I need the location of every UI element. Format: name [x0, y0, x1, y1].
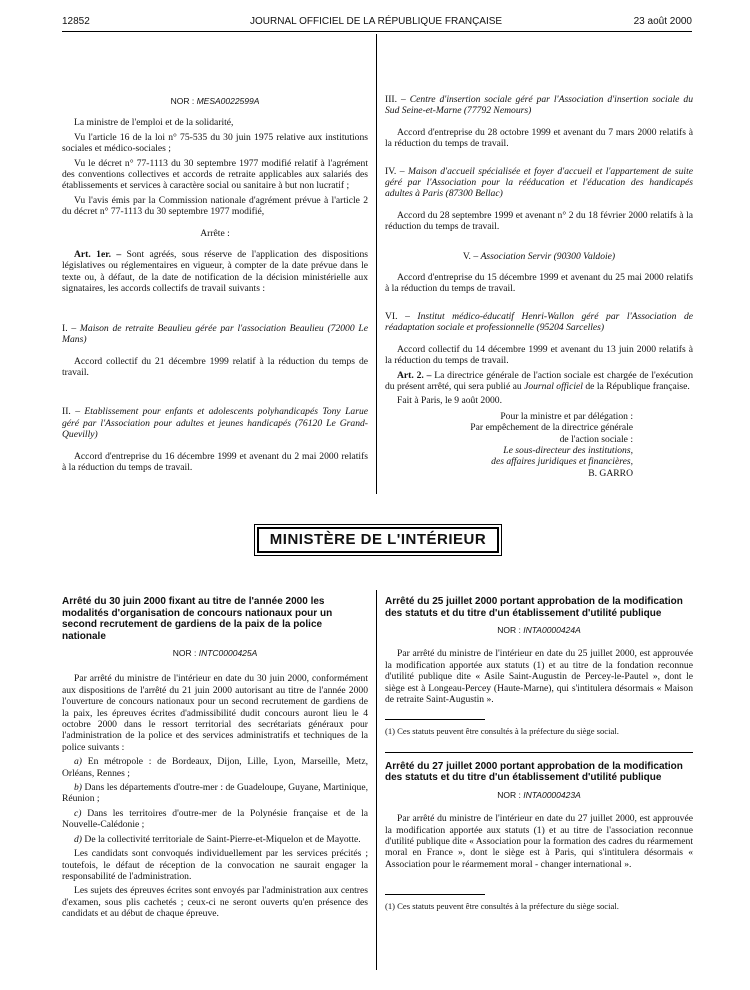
- section-text: Accord du 28 septembre 1999 et avenant n° 2 du 18 février 2000 relatifs à la réduction du temps de travail.: [385, 209, 693, 233]
- bottom-left-column: [62, 596, 368, 923]
- section-heading: VI. – Institut médico-éducatif Henri-Wallon géré par l'Association de réadaptation sociale et professionnelle (95204 Sarcelles): [385, 310, 694, 334]
- decree-title: Arrêté du 25 juillet 2000 portant approbation de la modification des statuts et du titre d'un établissement d'utilité publique: [385, 596, 683, 619]
- list-item: b) Dans les départements d'outre-mer : de Guadeloupe, Guyane, Martinique, Réunion ;: [62, 782, 368, 805]
- section-text: Accord collectif du 14 décembre 1999 et avenant du 13 juin 2000 relatifs à la réduction du temps de travail.: [385, 343, 693, 367]
- list-item: a) En métropole : de Bordeaux, Dijon, Lille, Lyon, Marseille, Metz, Orléans, Rennes ;: [62, 756, 368, 779]
- signature-line: de l'action sociale :: [559, 433, 633, 445]
- section-heading: V. – Association Servir (90300 Valdoie): [462, 250, 616, 262]
- nor-reference: NOR : INTA0000424A: [497, 625, 581, 635]
- list-item: d) De la collectivité territoriale de Saint-Pierre-et-Miquelon et de Mayotte.: [74, 833, 361, 845]
- decree-title: Arrêté du 30 juin 2000 fixant au titre de l'année 2000 les modalités d'organisation de concours nationaux pour un second recrutement de gardiens de la paix de la police nationale: [62, 596, 333, 642]
- paragraph: Les sujets des épreuves écrites sont envoyés par l'administration aux centres d'examen, sous plis cachetés ; ceux-ci ne seront ouverts qu'en présence des candidats et au début de chaque épreuve.: [62, 885, 368, 920]
- header-rule: [62, 31, 692, 32]
- list-item: c) Dans les territoires d'outre-mer de la Polynésie française et de la Nouvelle-Calédonie ;: [62, 807, 368, 831]
- section-rule: [385, 752, 693, 753]
- footnote-rule: [385, 894, 485, 895]
- footnote: (1) Ces statuts peuvent être consultés à la préfecture du siège social.: [385, 901, 619, 912]
- arrete-heading: Arrête :: [200, 227, 230, 239]
- paragraph: Les candidats sont convoqués individuellement par les services précités ; toutefois, le défaut de réception de la convocation ne saurait engager la responsabilité de l'administration.: [62, 848, 368, 882]
- signature-line: des affaires juridiques et financières,: [491, 456, 633, 468]
- nor-reference: NOR : INTC0000425A: [172, 648, 258, 658]
- footnote: (1) Ces statuts peuvent être consultés à la préfecture du siège social.: [385, 726, 619, 737]
- decree-title: Arrêté du 27 juillet 2000 portant approbation de la modification des statuts et du titre d'un établissement d'utilité publique: [385, 760, 683, 784]
- article-2: Art. 2. – La directrice générale de l'action sociale est chargée de l'exécution du présent arrêté, qui sera publié au Journal officiel de la République française.: [385, 369, 694, 392]
- article-1: Art. 1er. – Sont agréés, sous réserve de l'application des dispositions législatives ou réglementaires en vigueur, à compter de la date prévue dans le texte ou, à défaut, de la date de notification de la décision ministérielle aux signataires, les accords collectifs de travail suivants :: [62, 249, 368, 295]
- paragraph: Par arrêté du ministre de l'intérieur en date du 25 juillet 2000, est approuvée la modification apportée aux statuts (1) et au titre de la fondation reconnue d'utilité publique dite « Asile Saint-Augustin de Percey-le-Pautel », dont le siège est à Longeau-Percey (Haute-Marne), qui s'intitulera désormais « Maison de retraite Saint-Augustin ».: [385, 648, 693, 706]
- signatory-name: B. GARRO: [588, 467, 633, 479]
- section-heading: IV. – Maison d'accueil spécialisée et foyer d'accueil et l'appartement de suite géré par l'Association pour la rééducation et l'éducation des handicapés adultes à Paris (87300 Bellac): [385, 165, 694, 200]
- paragraph: Par arrêté du ministre de l'intérieur en date du 27 juillet 2000, est approuvée la modification apportée aux statuts (1) et au titre de l'association reconnue d'utilité publique dite « Association pour la formation des cadres du réarmement moral en France », dont le siège est à Paris, qui s'intitulera désormais « Association pour le réarmement moral - changer international ».: [385, 813, 693, 870]
- paragraph: La ministre de l'emploi et de la solidarité,: [74, 117, 234, 129]
- done-at: Fait à Paris, le 9 août 2000.: [397, 395, 502, 407]
- bottom-right-column: [385, 596, 693, 916]
- signature-line: Le sous-directeur des institutions,: [503, 444, 633, 456]
- signature-line: Pour la ministre et par délégation :: [500, 410, 633, 422]
- column-divider: [376, 590, 377, 970]
- section-heading: I. – Maison de retraite Beaulieu gérée par l'association Beaulieu (72000 Le Mans): [62, 322, 368, 346]
- section-text: Accord d'entreprise du 28 octobre 1999 et avenant du 7 mars 2000 relatifs à la réduction du temps de travail.: [385, 126, 693, 150]
- paragraph: Par arrêté du ministre de l'intérieur en date du 30 juin 2000, conformément aux dispositions de l'arrêté du 21 juin 2000 autorisant au titre de l'année 2000 l'ouverture de concours nationaux pour un second recrutement de gardiens de la paix, les épreuves écrites d'admissibilité dudit concours auront lieu le 4 octobre 2000 dans le ressort territorial des secrétariats généraux pour l'administration de la police et des services administratifs et techniques de la police suivants :: [62, 673, 368, 753]
- section-heading: III. – Centre d'insertion sociale géré par l'Association d'insertion sociale du Sud Seine-et-Marne (77792 Nemours): [385, 94, 694, 117]
- section-text: Accord d'entreprise du 16 décembre 1999 et avenant du 2 mai 2000 relatifs à la réduction du temps de travail.: [62, 450, 368, 473]
- section-heading: II. – Etablissement pour enfants et adolescents polyhandicapés Tony Larue géré par l'Association pour adultes et jeunes handicapés (76120 Le Grand-Quevilly): [62, 406, 369, 441]
- top-left-column: [62, 94, 368, 476]
- top-right-column: [385, 94, 693, 479]
- section-text: Accord d'entreprise du 15 décembre 1999 et avenant du 25 mai 2000 relatifs à la réduction du temps de travail.: [385, 272, 693, 295]
- column-divider: [376, 34, 377, 494]
- paragraph: Vu le décret n° 77-1113 du 30 septembre 1977 modifié relatif à l'agrément des conventions collectives et accords de retraite applicables aux salariés des établissements et services à caractère social ou sanitaire à but non lucratif ;: [62, 157, 368, 192]
- section-text: Accord collectif du 21 décembre 1999 relatif à la réduction du temps de travail.: [62, 355, 368, 378]
- nor-reference: NOR : MESA0022599A: [170, 96, 260, 106]
- footnote-rule: [385, 719, 485, 720]
- paragraph: Vu l'article 16 de la loi n° 75-535 du 30 juin 1975 relative aux institutions sociales et médico-sociales ;: [62, 131, 368, 155]
- journal-title: JOURNAL OFFICIEL DE LA RÉPUBLIQUE FRANÇAISE: [250, 16, 503, 27]
- paragraph: Vu l'avis émis par la Commission nationale d'agrément prévue à l'article 2 du décret n° 77-1113 du 30 septembre 1977 modifié,: [62, 194, 368, 218]
- nor-reference: NOR : INTA0000423A: [497, 789, 581, 800]
- issue-date: 23 août 2000: [633, 16, 692, 27]
- signature-block: [385, 411, 693, 479]
- ministry-banner: MINISTÈRE DE L'INTÉRIEUR: [257, 527, 499, 553]
- page-number: 12852: [62, 16, 90, 27]
- signature-line: Par empêchement de la directrice générale: [470, 422, 633, 434]
